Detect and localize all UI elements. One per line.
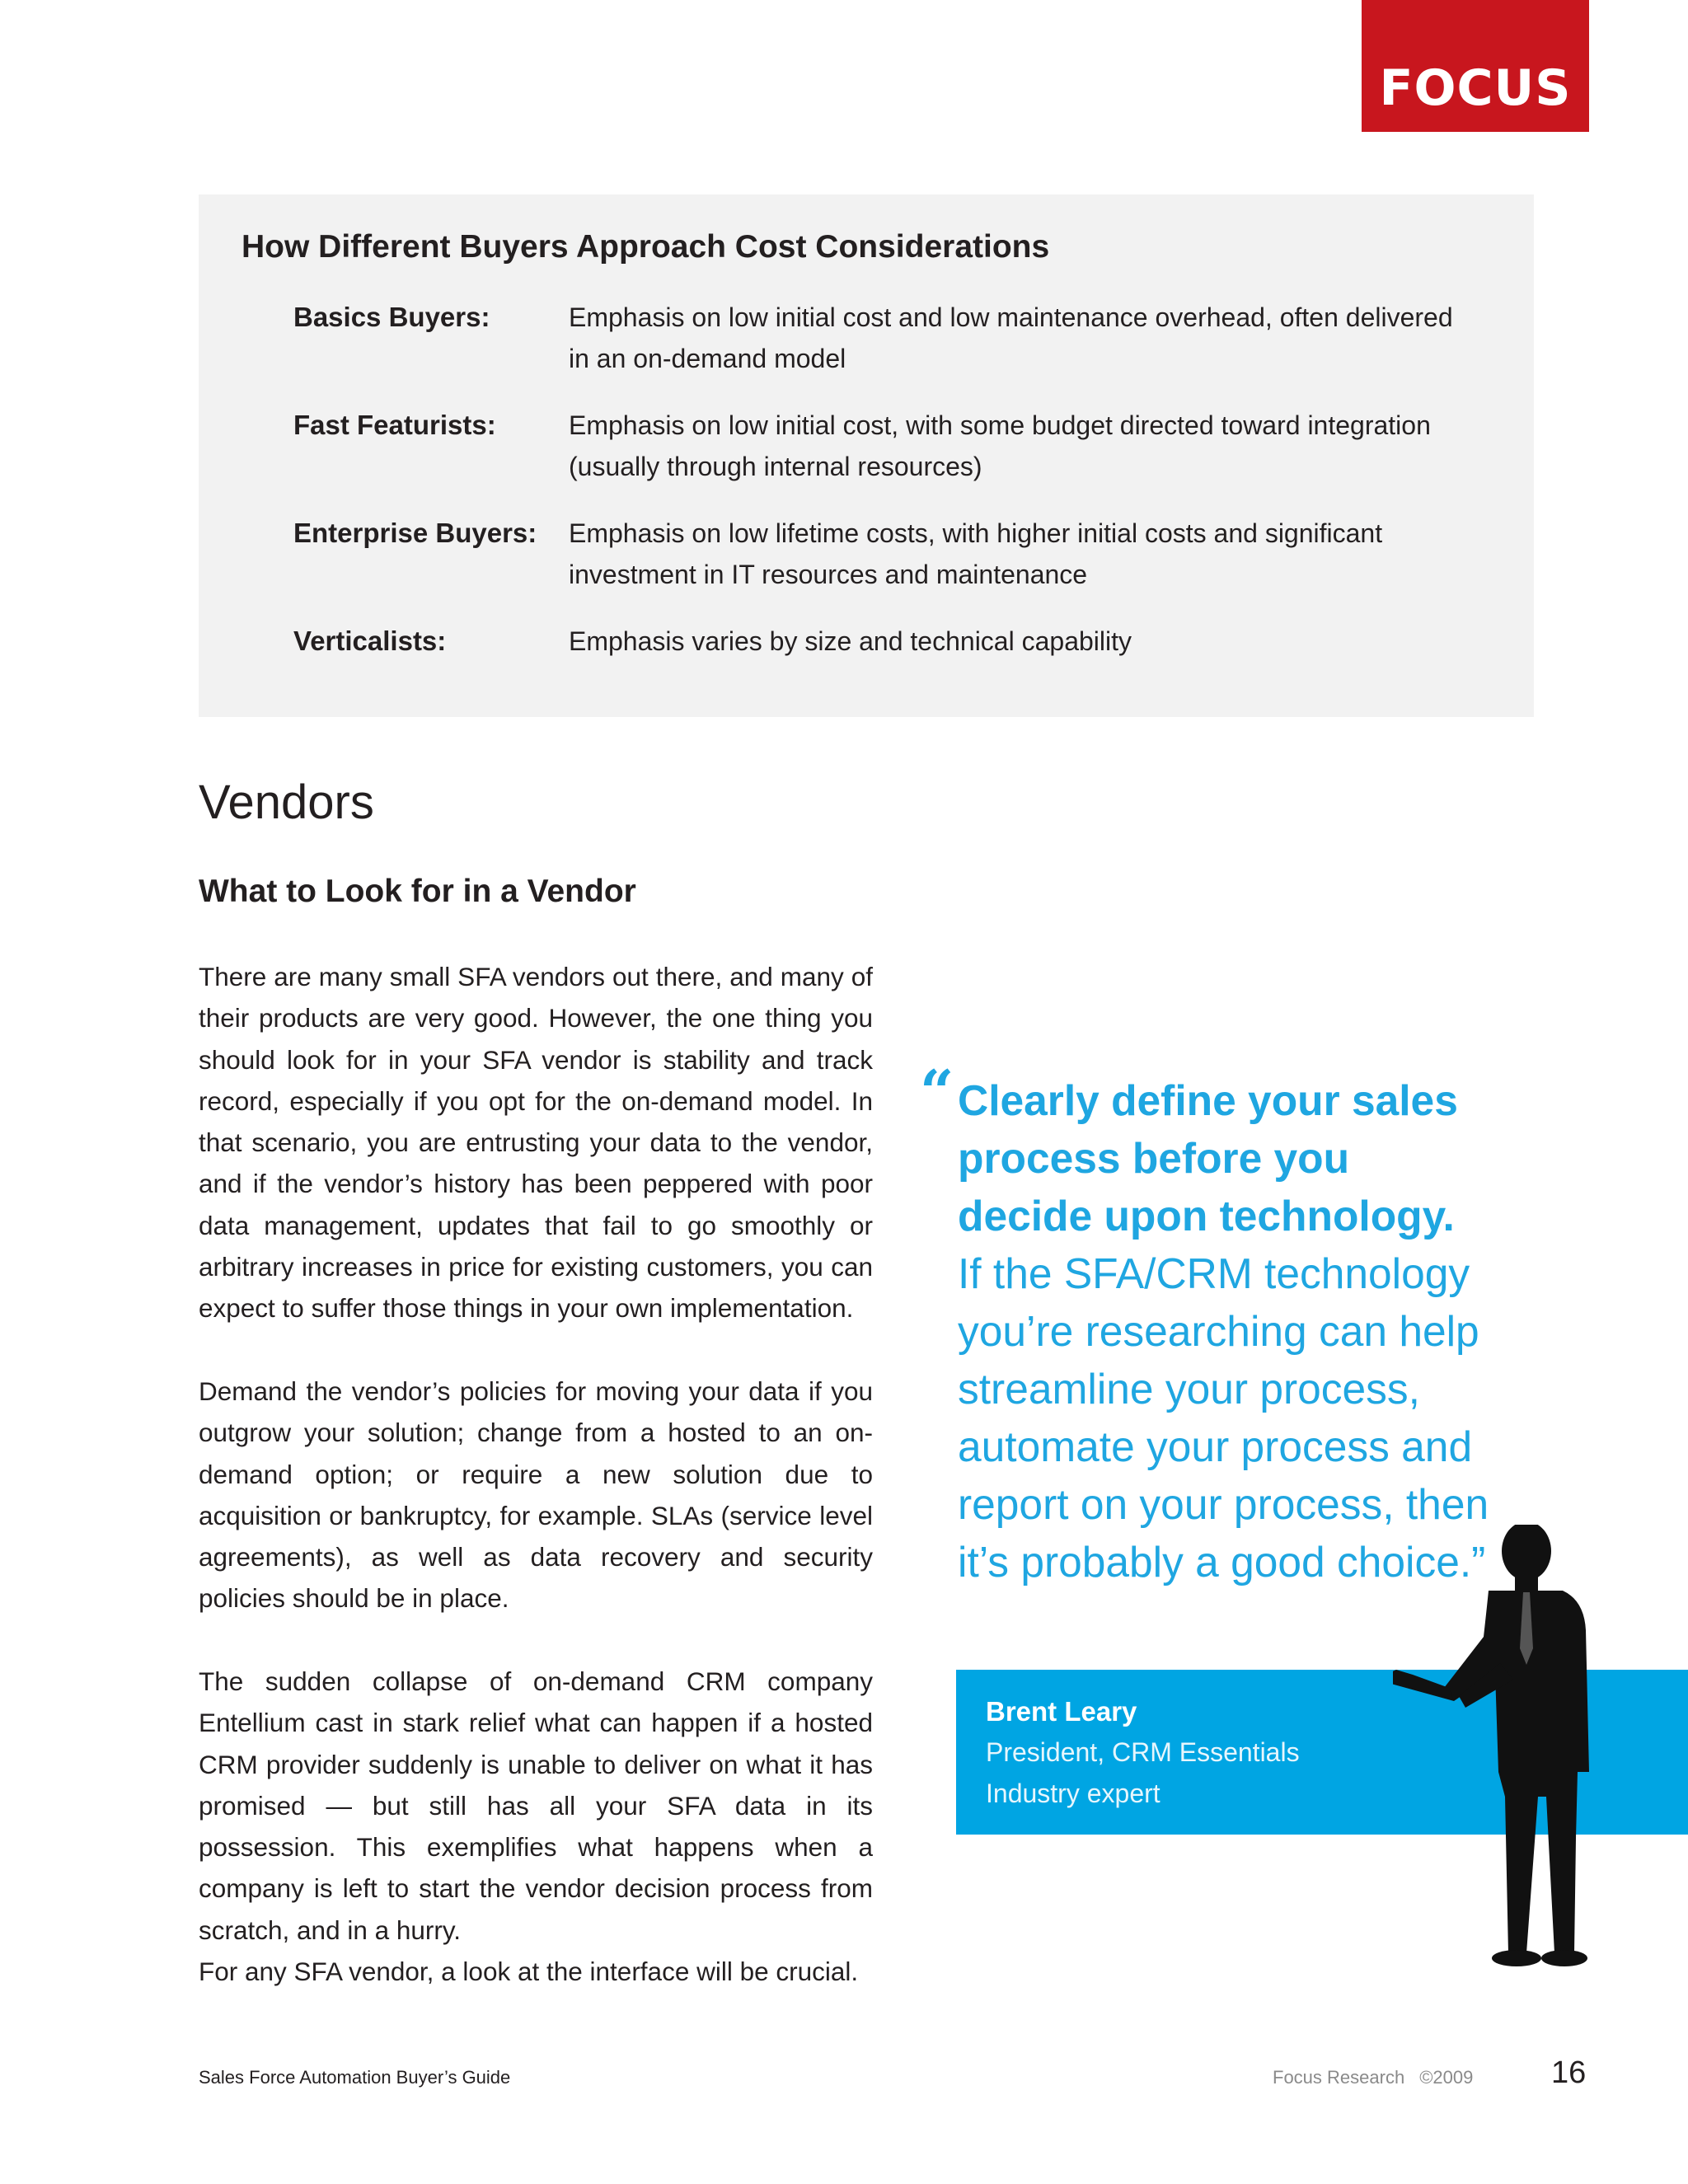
cost-row-label: Fast Featurists:	[293, 410, 496, 440]
body-paragraph: Demand the vendor’s policies for moving your data if you outgrow your solution; change from a hosted to an on-demand option; or require a new solution due to acquisition or bankruptcy, for example. SLAs (service level agreements), as well as data recovery and security policies should be in place.	[199, 1376, 873, 1614]
cost-row-description	[569, 621, 1459, 662]
footer-guide-title: Sales Force Automation Buyer’s Guide	[199, 2067, 511, 2088]
quote-line: Clearly define your sales	[958, 1076, 1458, 1124]
pull-quote	[920, 1057, 1493, 1591]
quote-emphasis	[958, 1071, 1493, 1244]
quote-mark-icon: “	[920, 1057, 954, 1127]
cost-row-line: Emphasis varies by size and technical capability	[569, 626, 1132, 656]
cost-row-label: Basics Buyers:	[293, 302, 490, 332]
quote-line: If the SFA/CRM technology	[958, 1249, 1470, 1297]
focus-logo	[1362, 0, 1589, 132]
quote-line: you’re researching can help	[958, 1307, 1479, 1355]
quote-line: process before you	[958, 1134, 1350, 1182]
copyright: ©2009	[1419, 2067, 1474, 2088]
cost-row-description	[569, 513, 1459, 595]
speaker-title: President, CRM Essentials	[986, 1737, 1300, 1767]
cost-considerations-box	[199, 194, 1534, 717]
cost-row-line: (usually through internal resources)	[569, 452, 982, 481]
section-title: Vendors	[199, 776, 374, 829]
footer-publisher	[1273, 2067, 1473, 2088]
quote-line: streamline your process,	[958, 1365, 1420, 1413]
cost-row-description	[569, 297, 1459, 379]
page-number: 16	[1551, 2055, 1587, 2090]
cost-row-description	[569, 405, 1459, 487]
cost-row-line: investment in IT resources and maintenance	[569, 560, 1088, 589]
body-paragraph: The sudden collapse of on-demand CRM company Entellium cast in stark relief what can happen if a hosted CRM provider suddenly is unable to deliver on what it has promised — but still has all your SFA data in its possession. This exemplifies what happens when a company is left to start the vendor decision process from scratch, and in a hurry.	[199, 1666, 873, 1945]
quote-line: automate your process and	[958, 1422, 1473, 1470]
quote-line: report on your process, then	[958, 1480, 1489, 1528]
speaker-name: Brent Leary	[986, 1696, 1137, 1727]
body-paragraph: For any SFA vendor, a look at the interface will be crucial.	[199, 1957, 859, 1986]
logo-text: FOCUS	[1379, 59, 1572, 117]
cost-row-line: in an on-demand model	[569, 344, 846, 373]
subsection-title: What to Look for in a Vendor	[199, 874, 636, 909]
body-paragraph: There are many small SFA vendors out there, and many of their products are very good. However, the one thing you should look for in your SFA vendor is stability and track record, especially if you opt for the on-demand model. In that scenario, you are entrusting your data to the vendor, and if the vendor’s history has been peppered with poor data management, updates that fail to go smoothly or arbitrary increases in price for existing customers, you can expect to suffer those things in your own implementation.	[199, 962, 873, 1324]
cost-row-label: Verticalists:	[293, 626, 447, 656]
cost-row-line: Emphasis on low lifetime costs, with higher initial costs and significant	[569, 518, 1383, 548]
cost-row-label: Enterprise Buyers:	[293, 518, 537, 548]
cost-box-title: How Different Buyers Approach Cost Considerations	[241, 229, 1050, 265]
cost-row-line: Emphasis on low initial cost, with some budget directed toward integration	[569, 410, 1431, 440]
quote-line: decide upon technology.	[958, 1192, 1455, 1240]
publisher-name: Focus Research	[1273, 2067, 1405, 2088]
speaker-role: Industry expert	[986, 1779, 1160, 1808]
cost-row-line: Emphasis on low initial cost and low maintenance overhead, often delivered	[569, 302, 1453, 332]
businessman-silhouette-icon	[1393, 1525, 1640, 1986]
quote-line: it’s probably a good choice.”	[958, 1538, 1486, 1586]
